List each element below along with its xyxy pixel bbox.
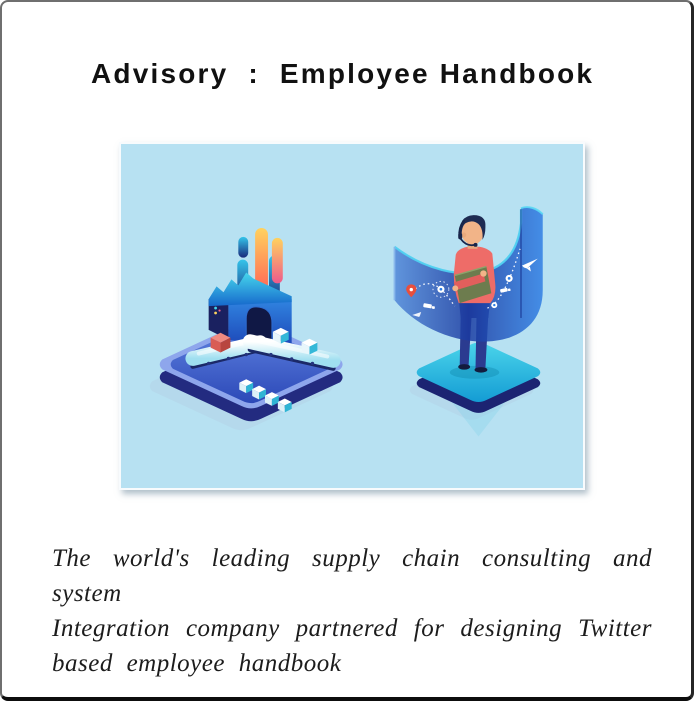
bar-blue-pill [238, 237, 248, 258]
bar-pink [272, 238, 283, 283]
panel-light-cyan [214, 307, 217, 310]
operator-hand [452, 285, 458, 291]
panel-light-yellow [214, 312, 217, 315]
description-line-2: Integration company partnered for designing Twitter [52, 615, 652, 642]
operator-left-shoe [458, 364, 470, 370]
route-node-dot [493, 304, 495, 306]
location-pin-hole [410, 288, 413, 291]
factory-scene [150, 228, 343, 430]
roller [269, 353, 272, 356]
description-text [52, 541, 652, 681]
operator-hand [480, 270, 486, 276]
truck-cab [432, 306, 435, 309]
description-line-1: The world's leading supply chain consulting and system [52, 545, 652, 607]
operator-torso [452, 215, 495, 303]
supply-chain-illustration [121, 144, 579, 484]
description-line-3: based employee handbook [52, 650, 342, 677]
roller [227, 357, 230, 360]
route-node-dot [508, 277, 511, 280]
operator-ground-shadow [450, 366, 499, 379]
roller [311, 362, 314, 365]
roller [207, 362, 210, 365]
illustration-panel [119, 142, 585, 490]
operator-scene [394, 207, 542, 436]
roller [290, 357, 293, 360]
roller [245, 353, 248, 356]
panel-light-pink [218, 309, 220, 311]
operator-right-shoe [475, 367, 488, 373]
route-node-dot [440, 288, 443, 291]
page-title: Advisory : Employee Handbook [91, 58, 595, 89]
headset-mic-tip-icon [474, 243, 478, 247]
